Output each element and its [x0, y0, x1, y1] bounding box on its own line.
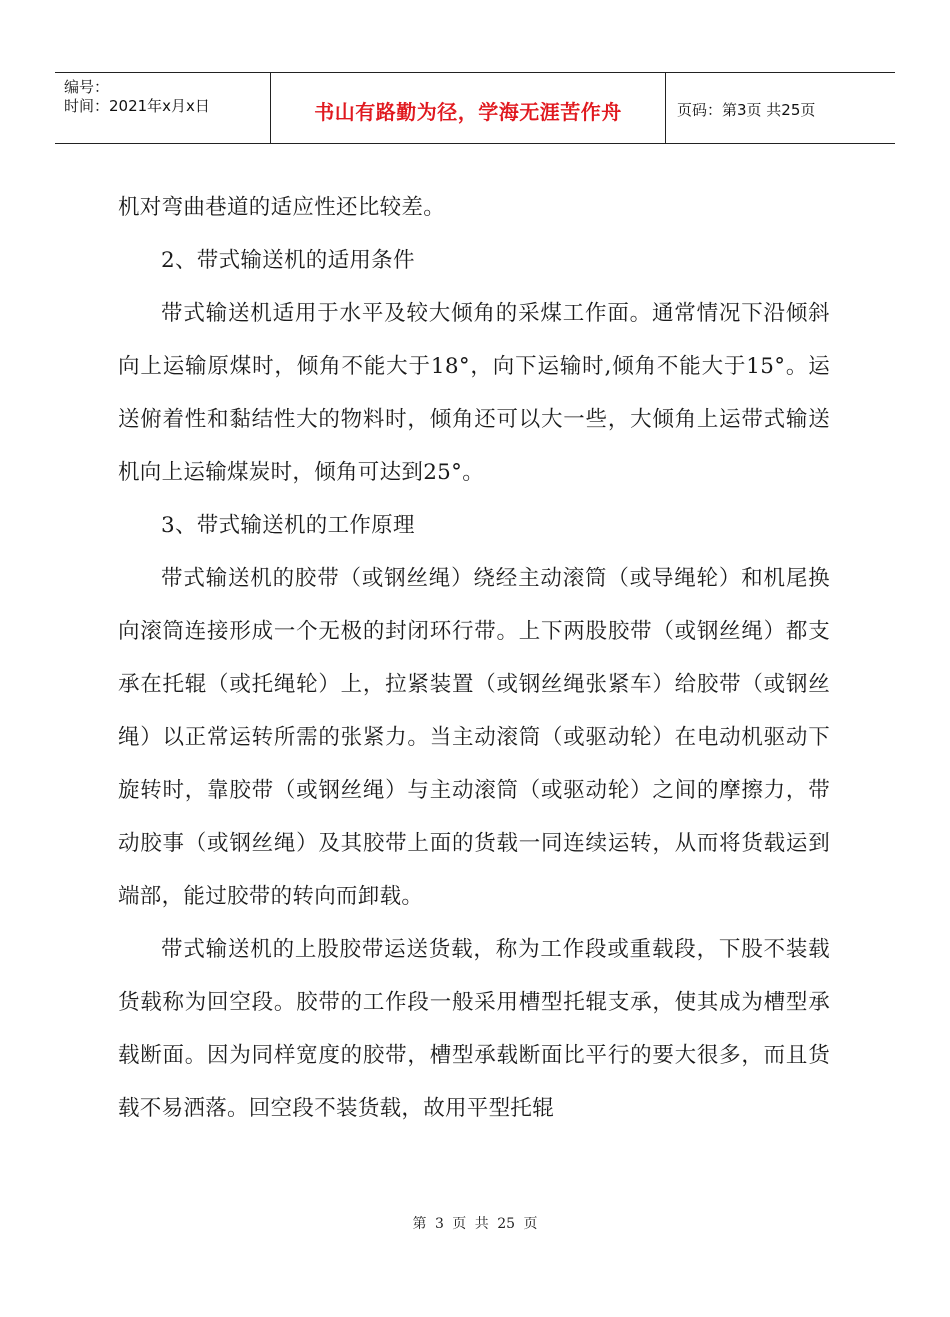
document-number-label: 编号：: [64, 78, 110, 96]
header-motto: 书山有路勤为径，学海无涯苦作舟: [314, 100, 622, 124]
section-heading: 2、带式输送机的适用条件: [161, 248, 415, 273]
body-paragraph: 机对弯曲巷道的适应性还比较差。: [118, 195, 446, 220]
body-paragraph: 带式输送机的胶带（或钢丝绳）绕经主动滚筒（或导绳轮）和机尾换向滚筒连接形成一个无极的封闭环行带。上下两股胶带（或钢丝绳）都支承在托辊（或托绳轮）上，拉紧装置（或钢丝绳张紧车）给胶带（或钢丝绳）以正常运转所需的张紧力。当主动滚筒（或驱动轮）在电动机驱动下旋转时，靠胶带（或钢丝绳）与主动滚筒（或驱动轮）之间的摩擦力，带动胶事（或钢丝绳）及其胶带上面的货载一同连续运转，从而将货载运到端部，能过胶带的转向而卸载。: [118, 566, 830, 909]
document-body: [118, 181, 830, 1135]
header-divider: [665, 73, 666, 143]
header-page-info: 页码：第3页 共25页: [677, 101, 816, 119]
page-footer: 第 3 页 共 25 页: [412, 1216, 538, 1232]
document-time-label: 时间：2021年x月x日: [64, 97, 210, 115]
body-paragraph: 带式输送机适用于水平及较大倾角的采煤工作面。通常情况下沿倾斜向上运输原煤时，倾角不能大于18°，向下运输时,倾角不能大于15°。运送俯着性和黏结性大的物料时，倾角还可以大一些，大倾角上运带式输送机向上运输煤炭时，倾角可达到25°。: [118, 301, 830, 485]
page-header: [55, 72, 895, 144]
body-paragraph: 带式输送机的上股胶带运送货载，称为工作段或重载段，下股不装载货载称为回空段。胶带的工作段一般采用槽型托辊支承，使其成为槽型承载断面。因为同样宽度的胶带，槽型承载断面比平行的要大很多，而且货载不易洒落。回空段不装货载，故用平型托辊: [118, 937, 830, 1121]
section-heading: 3、带式输送机的工作原理: [161, 513, 415, 538]
